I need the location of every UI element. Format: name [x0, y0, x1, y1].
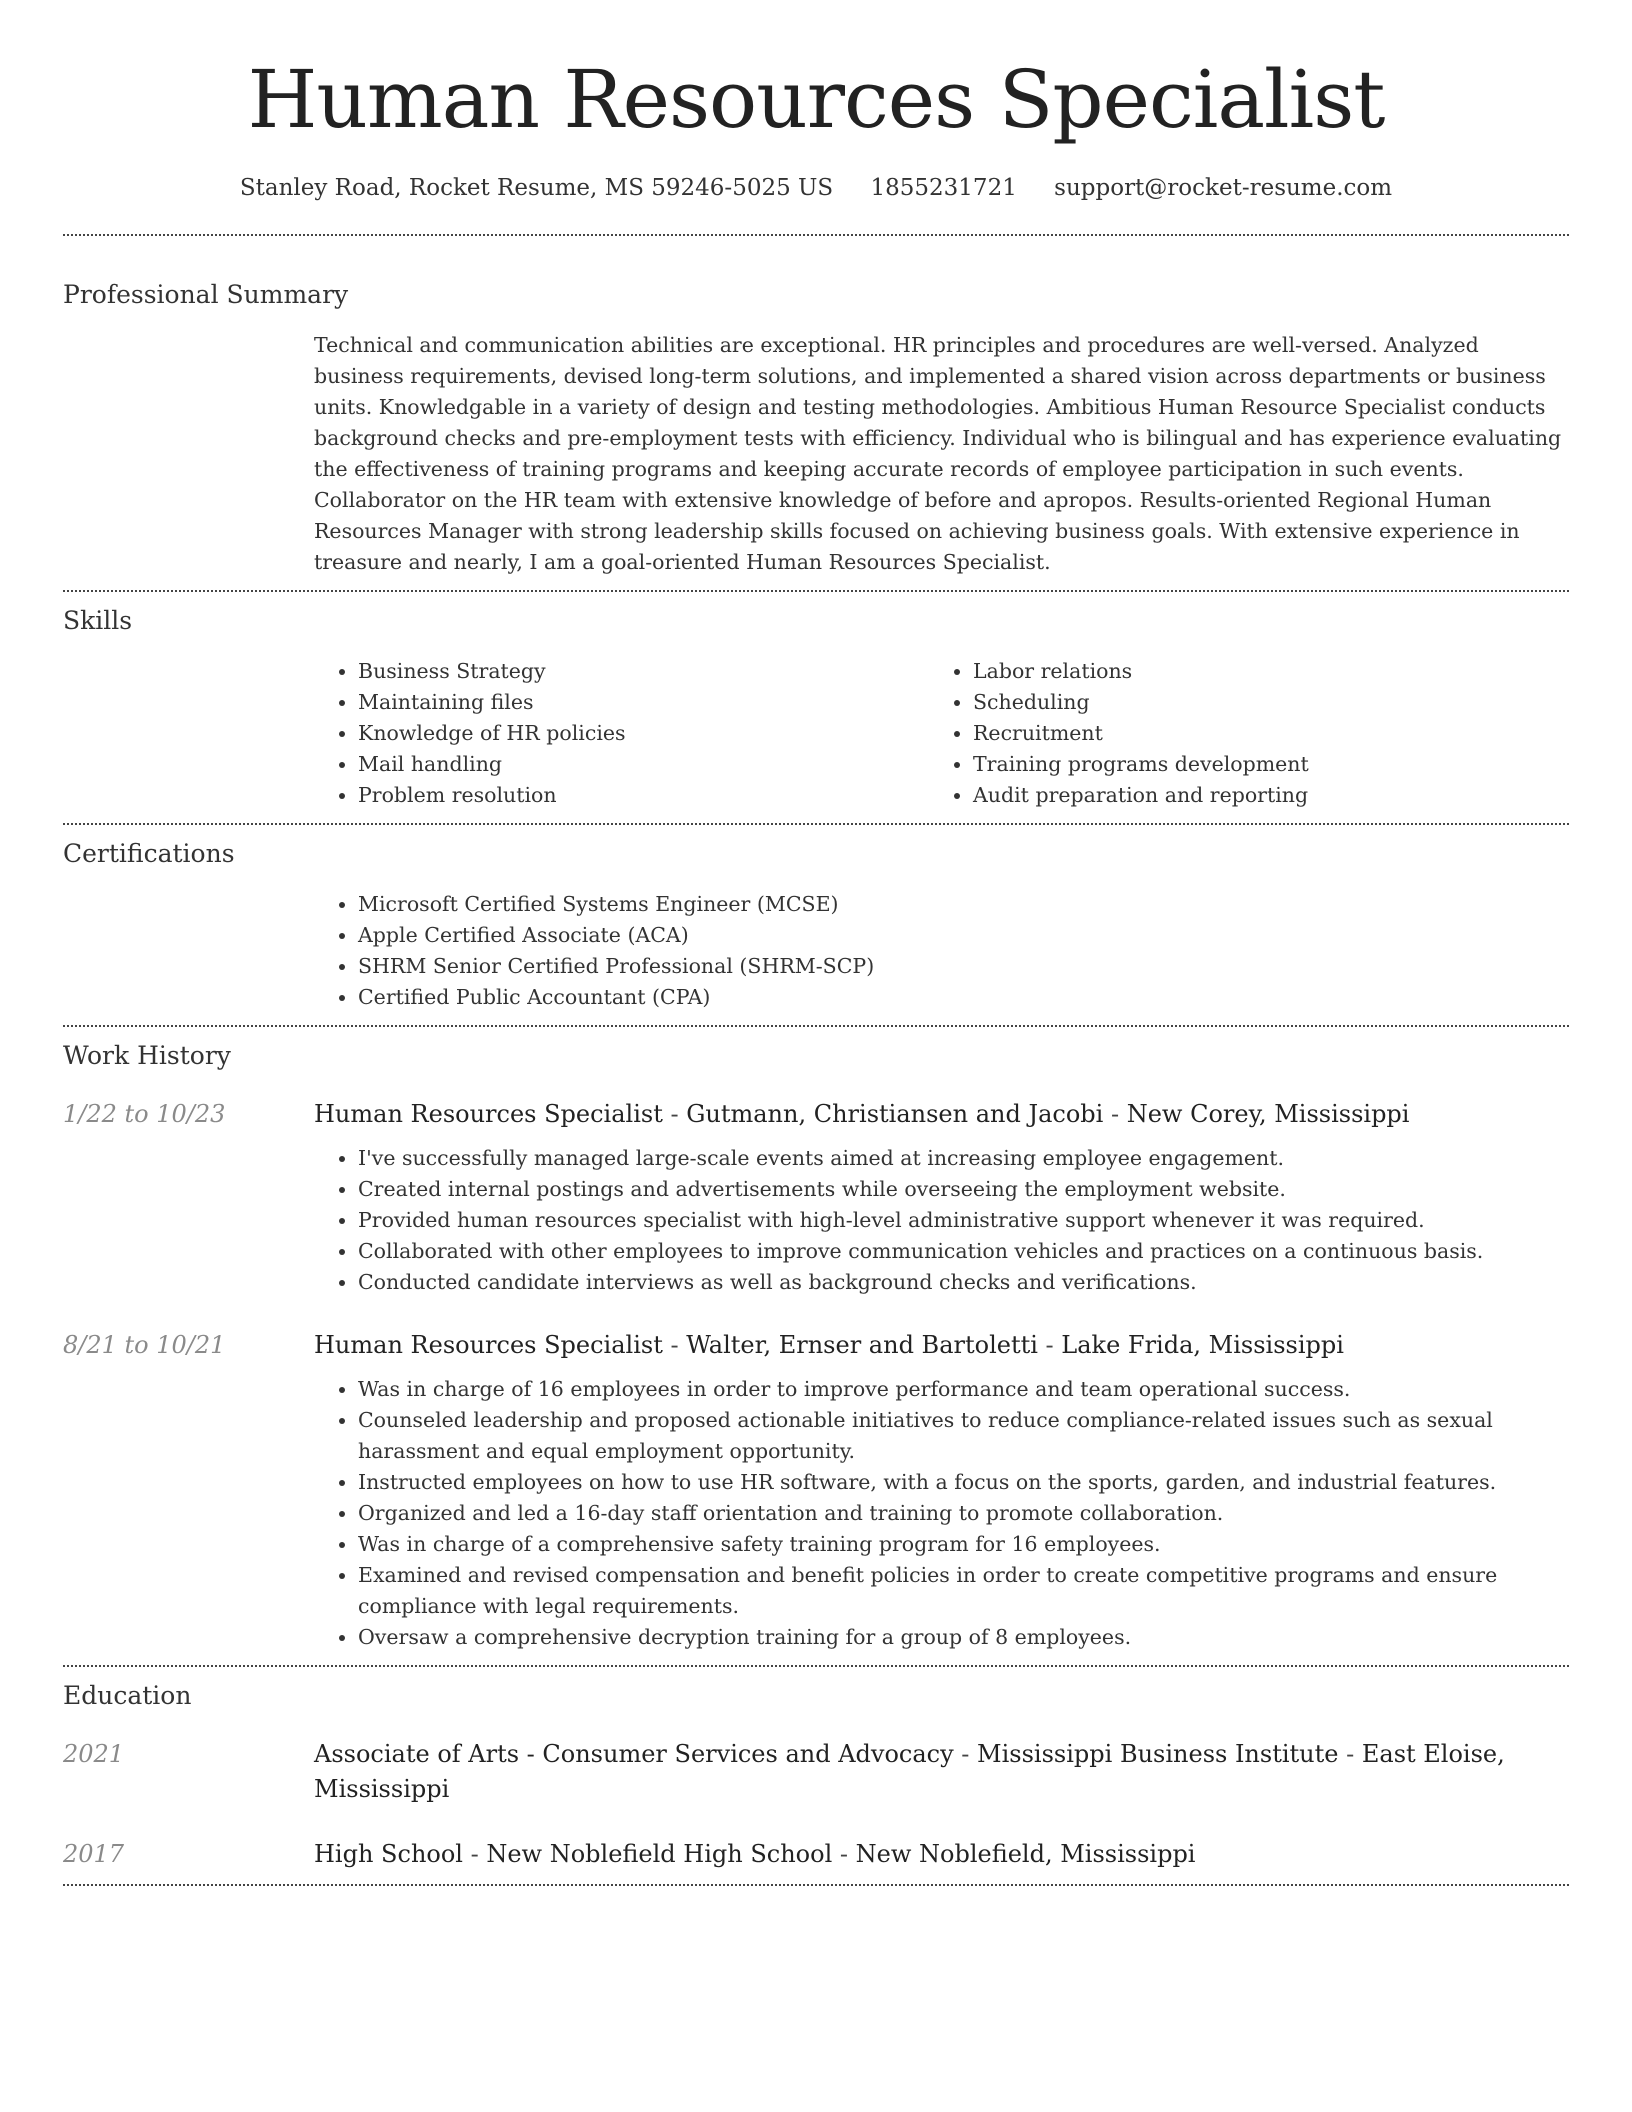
separator: -: [462, 1840, 487, 1868]
job-heading: [314, 1097, 1569, 1131]
skill-item: • Business Strategy: [358, 656, 929, 687]
job-bullet: • I've successfully managed large-scale events aimed at increasing employee engagement.: [358, 1143, 1569, 1174]
summary-text: Technical and communication abilities are exceptional. HR principles and procedures are well-versed. Analyzed business requirements, devised long-term solutions, and implemented a shared vision across departments or business units. Knowledgable in a variety of design and testing methodologies. Ambitious Human Resource Specialist conducts background checks and pre-employment tests with efficiency. Individual who is bilingual and has experience evaluating the effectiveness of training programs and keeping accurate records of employee participation in such events. Collaborator on the HR team with extensive knowledge of before and apropos. Results-oriented Regional Human Resources Manager with strong leadership skills focused on achieving business goals. With extensive experience in treasure and nearly, I am a goal-oriented Human Resources Specialist.: [314, 333, 1562, 574]
skill-item: • Labor relations: [973, 656, 1544, 687]
job-bullet: • Created internal postings and advertisements while overseeing the employment website.: [358, 1174, 1569, 1205]
skill-item: • Knowledge of HR policies: [358, 718, 929, 749]
job-heading: [314, 1328, 1569, 1362]
skill-item: • Recruitment: [973, 718, 1544, 749]
skill-item: • Maintaining files: [358, 687, 929, 718]
education-school: New Noblefield High School: [486, 1840, 833, 1868]
job-bullet: • Instructed employees on how to use HR software, with a focus on the sports, garden, and industrial features.: [358, 1467, 1569, 1498]
certification-item: • Apple Certified Associate (ACA): [358, 920, 1569, 951]
education-heading: [314, 1837, 1569, 1872]
skills-list: [929, 656, 1544, 811]
certifications-list: [314, 889, 1569, 1013]
education-heading: [314, 1737, 1569, 1807]
job-bullet: • Provided human resources specialist with high-level administrative support whenever it was required.: [358, 1205, 1569, 1236]
contact-info: [63, 172, 1569, 204]
contact-phone: 1855231721: [870, 175, 1017, 201]
education-body: [314, 1837, 1569, 1872]
skills-grid: [314, 656, 1569, 811]
job-entry: [63, 1097, 1569, 1298]
job-body: [314, 1328, 1569, 1653]
education-entry: [63, 1837, 1569, 1872]
job-role: Human Resources Specialist: [314, 1331, 663, 1359]
education-degree: High School: [314, 1840, 463, 1868]
contact-address: Stanley Road, Rocket Resume, MS 59246-5025 US: [239, 175, 834, 201]
job-entry: [63, 1328, 1569, 1653]
job-location: New Corey, Mississippi: [1126, 1100, 1410, 1128]
certification-item: • Certified Public Accountant (CPA): [358, 982, 1569, 1013]
education-date: 2021: [63, 1740, 125, 1768]
job-company: Walter, Ernser and Bartoletti: [686, 1331, 1038, 1359]
skill-item: • Scheduling: [973, 687, 1544, 718]
job-bullet: • Collaborated with other employees to improve communication vehicles and practices on a continuous basis.: [358, 1236, 1569, 1267]
job-bullet: • Conducted candidate interviews as well as background checks and verifications.: [358, 1267, 1569, 1298]
job-date: 8/21 to 10/21: [63, 1331, 226, 1359]
certifications-section: [63, 825, 1569, 1025]
separator: -: [1103, 1100, 1127, 1128]
work-history-section: [63, 1027, 1569, 1665]
certifications-content: [314, 889, 1569, 1013]
section-title-summary: Professional Summary: [63, 280, 349, 309]
job-body: [314, 1097, 1569, 1298]
education-body: [314, 1737, 1569, 1807]
skills-column-left: [314, 656, 929, 811]
section-title-education: Education: [63, 1681, 192, 1710]
education-degree: Associate of Arts - Consumer Services and Advocacy: [314, 1740, 954, 1768]
page-title: Human Resources Specialist: [247, 53, 1385, 146]
separator: -: [1037, 1331, 1062, 1359]
summary-section: [63, 236, 1569, 590]
job-bullets: [314, 1143, 1569, 1298]
skill-item: • Training programs development: [973, 749, 1544, 780]
job-date: 1/22 to 10/23: [63, 1100, 226, 1128]
job-location: Lake Frida, Mississippi: [1061, 1331, 1344, 1359]
education-date: 2017: [63, 1840, 125, 1868]
education-location: New Noblefield, Mississippi: [855, 1840, 1196, 1868]
separator: -: [662, 1331, 687, 1359]
skill-item: • Mail handling: [358, 749, 929, 780]
certification-item: • Microsoft Certified Systems Engineer (MCSE): [358, 889, 1569, 920]
separator: -: [953, 1740, 978, 1768]
education-entry: [63, 1737, 1569, 1807]
education-section: [63, 1667, 1569, 1884]
job-bullet: • Was in charge of 16 employees in order to improve performance and team operational success.: [358, 1374, 1569, 1405]
divider: [63, 1884, 1569, 1886]
section-title-skills: Skills: [63, 606, 133, 635]
separator: -: [1338, 1740, 1362, 1768]
job-bullet: • Was in charge of a comprehensive safety training program for 16 employees.: [358, 1529, 1569, 1560]
job-bullet: • Organized and led a 16-day staff orientation and training to promote collaboration.: [358, 1498, 1569, 1529]
certification-item: • SHRM Senior Certified Professional (SHRM-SCP): [358, 951, 1569, 982]
job-bullets: [314, 1374, 1569, 1653]
skills-section: [63, 592, 1569, 823]
job-bullet: • Oversaw a comprehensive decryption training for a group of 8 employees.: [358, 1622, 1569, 1653]
separator: -: [832, 1840, 856, 1868]
skill-item: • Audit preparation and reporting: [973, 780, 1544, 811]
job-bullet: • Examined and revised compensation and benefit policies in order to create competitive programs and ensure compliance with legal requirements.: [358, 1560, 1569, 1622]
skill-item: • Problem resolution: [358, 780, 929, 811]
skills-column-right: [929, 656, 1544, 811]
section-title-certifications: Certifications: [63, 839, 235, 868]
skills-list: [314, 656, 929, 811]
section-title-work-history: Work History: [63, 1041, 231, 1070]
job-company: Gutmann, Christiansen and Jacobi: [686, 1100, 1104, 1128]
contact-email: support@rocket-resume.com: [1054, 175, 1393, 201]
separator: -: [662, 1100, 687, 1128]
education-location: East Eloise, Mississippi: [314, 1740, 1505, 1803]
education-school: Mississippi Business Institute: [977, 1740, 1339, 1768]
job-bullet: • Counseled leadership and proposed actionable initiatives to reduce compliance-related issues such as sexual harassment and equal employment opportunity.: [358, 1405, 1569, 1467]
job-role: Human Resources Specialist: [314, 1100, 663, 1128]
